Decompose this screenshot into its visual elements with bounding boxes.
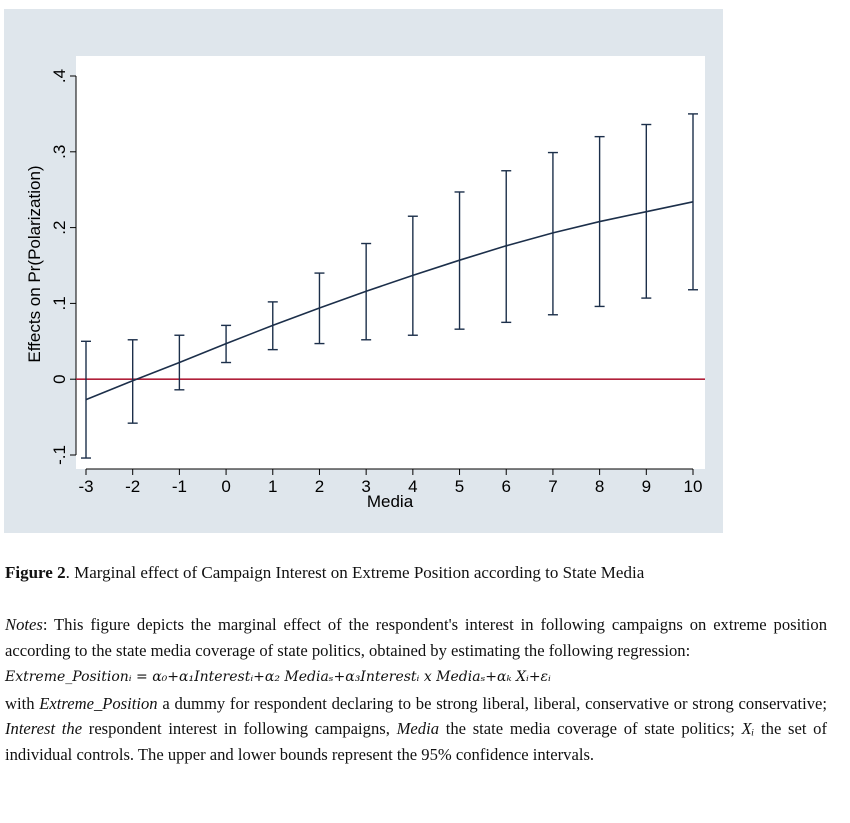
regression-equation	[5, 663, 827, 691]
notes-text-2d: the state media coverage of state politics;	[439, 719, 742, 738]
notes-text-1: : This figure depicts the marginal effect of the respondent's interest in following campaigns on extreme position according to the state media coverage of state politics, obtained by estimating the following regression:	[5, 615, 827, 660]
x-tick-label: 0	[221, 477, 231, 496]
x-tick-label: -3	[78, 477, 94, 496]
notes-text-2a: with	[5, 693, 40, 713]
y-tick-label: .4	[50, 68, 69, 84]
y-tick-label: .1	[50, 296, 69, 311]
figure-caption-text: . Marginal effect of Campaign Interest on Extreme Position according to State Media	[65, 563, 645, 582]
y-tick-label: .2	[50, 220, 69, 235]
notes-var-media: Media	[396, 719, 439, 738]
marginal-effect-chart	[4, 9, 723, 533]
figure-label: Figure 2	[5, 563, 66, 582]
y-axis-label: Effects on Pr(Polarization)	[25, 165, 44, 363]
x-tick-label: 1	[268, 477, 278, 496]
notes-var-extreme-position: Extreme_Position	[39, 693, 158, 713]
y-tick-label: 0	[50, 374, 69, 384]
figure-notes	[5, 612, 827, 767]
x-tick-label: 9	[641, 477, 652, 496]
y-tick-label: .3	[50, 144, 69, 159]
x-tick-label: 3	[361, 477, 371, 496]
equation-text: Extreme_Positionᵢ = α₀+α₁Interestᵢ+α₂ Mediaₛ+α₃Interestᵢ x Mediaₛ+αₖ Xᵢ+εᵢ	[5, 669, 551, 685]
notes-paragraph-2	[5, 691, 827, 768]
notes-text-2e: the set of individual controls. The upper and lower bounds represent the 95% confidence intervals.	[5, 719, 827, 764]
x-tick-label: 8	[594, 477, 605, 496]
x-tick-label: 6	[501, 477, 511, 496]
notes-var-x: Xᵢ	[741, 719, 755, 738]
figure-caption	[5, 563, 827, 583]
notes-label: Notes	[5, 615, 43, 634]
plot-area	[76, 56, 705, 469]
x-tick-label: 4	[408, 477, 418, 496]
x-tick-label: 2	[314, 477, 325, 496]
x-tick-label: -2	[125, 477, 141, 496]
notes-paragraph-1	[5, 612, 827, 663]
x-tick-label: 10	[683, 477, 703, 496]
notes-text-2c: respondent interest in following campaigns,	[82, 719, 397, 738]
y-tick-label: -.1	[50, 445, 69, 465]
notes-text-2b: a dummy for respondent declaring to be strong liberal, liberal, conservative or strong conservative;	[157, 693, 828, 713]
notes-var-interest: Interest the	[5, 719, 83, 738]
x-tick-label: 7	[548, 477, 558, 496]
x-tick-label: 5	[454, 477, 465, 496]
figure-panel	[4, 9, 723, 533]
x-tick-label: -1	[171, 477, 187, 496]
x-axis-label: Media	[366, 492, 414, 511]
